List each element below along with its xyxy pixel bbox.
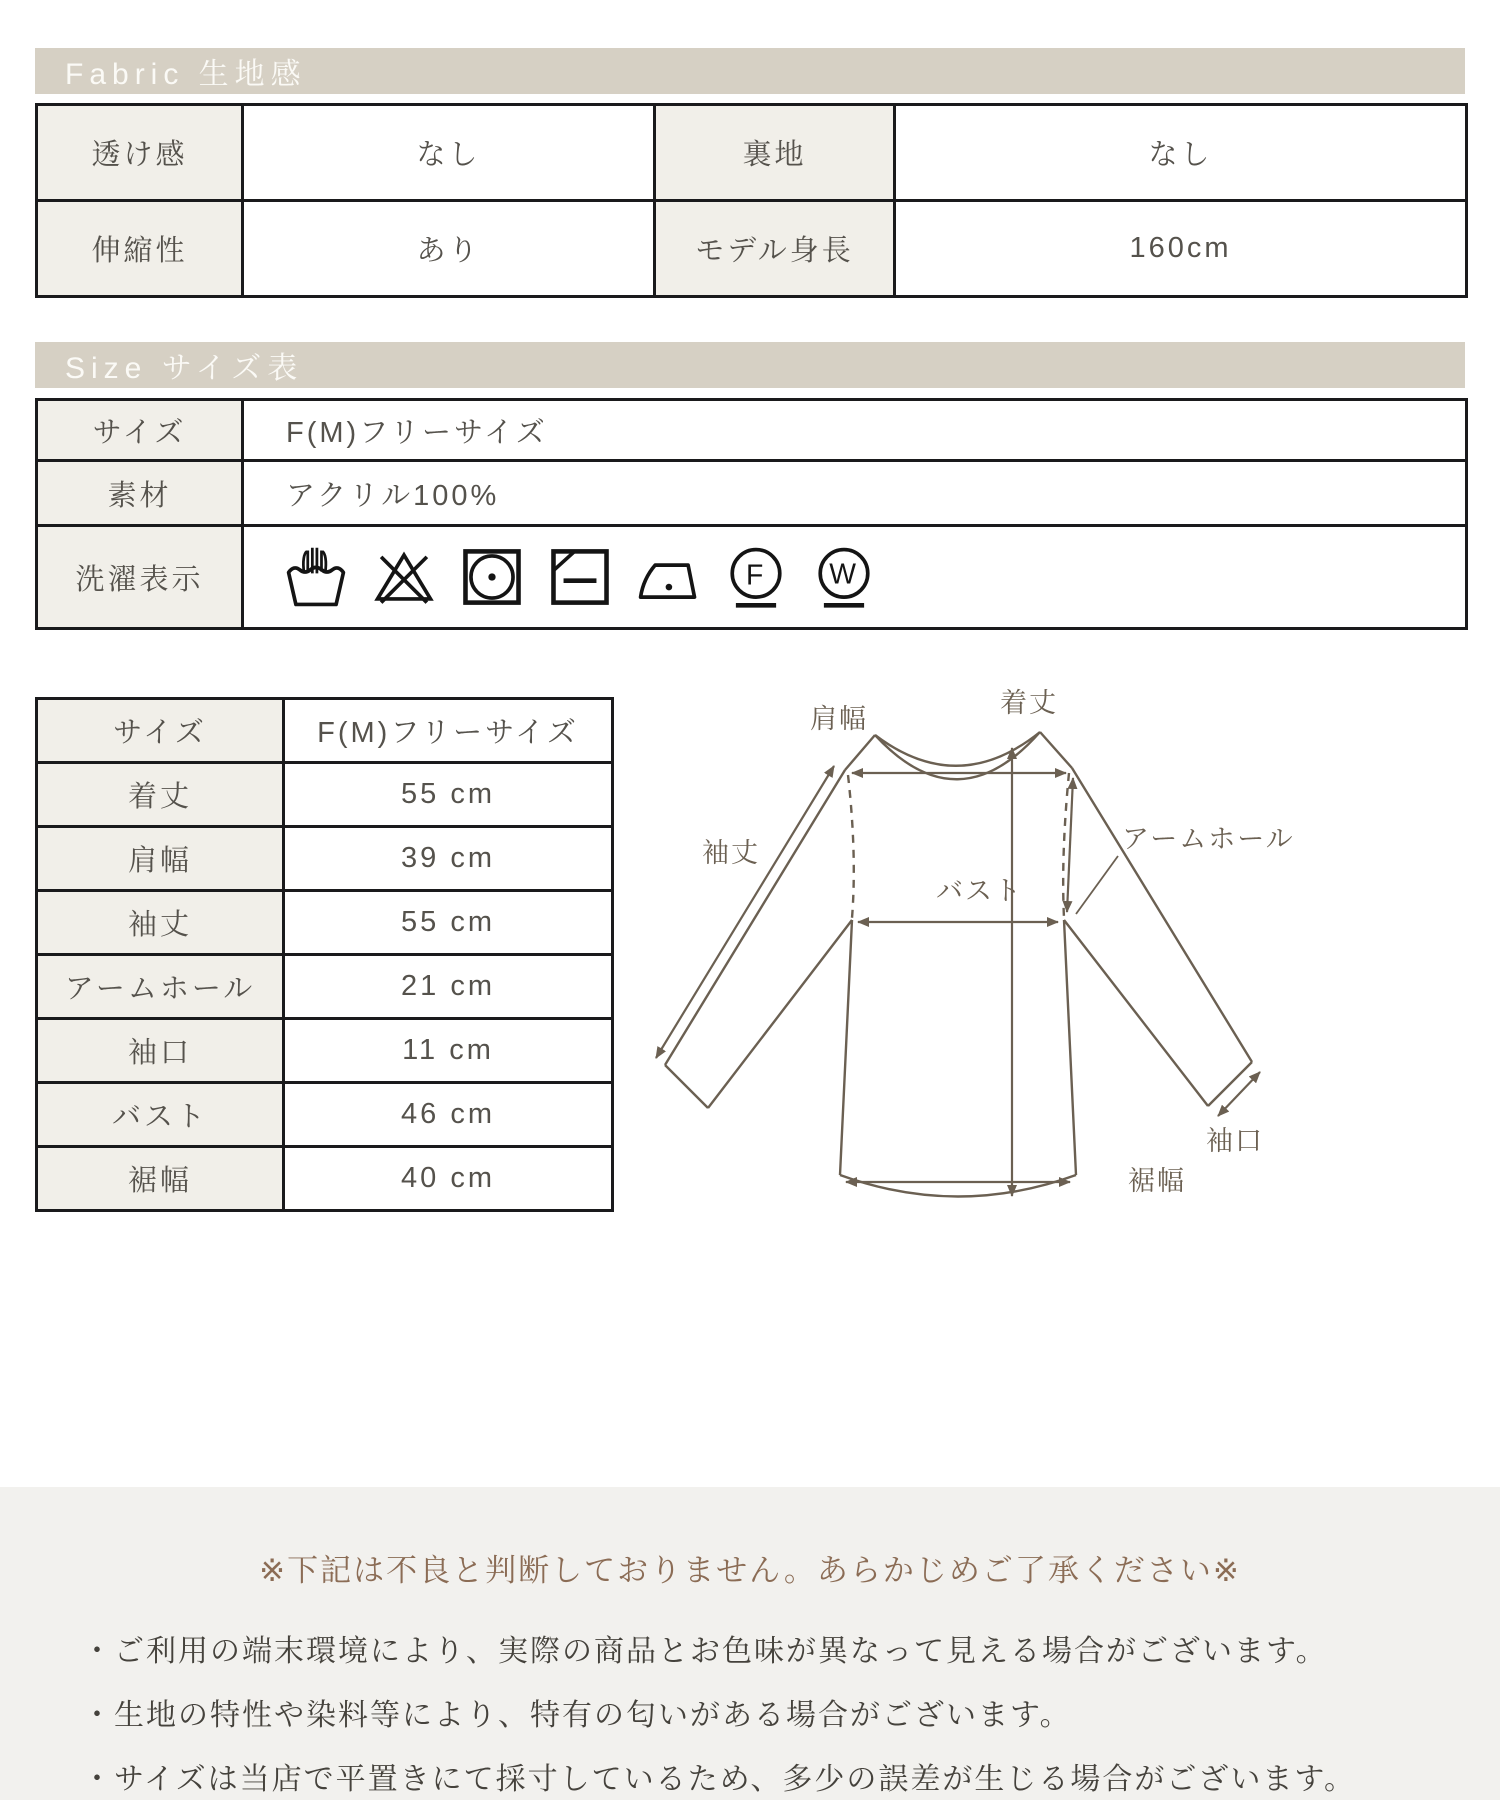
size-info-table — [35, 398, 1468, 630]
care-icons — [244, 543, 1465, 611]
diagram-label-armhole: アームホール — [1122, 824, 1295, 854]
hand-wash-icon — [284, 543, 348, 611]
garment-diagram — [640, 670, 1490, 1330]
measure-value-shoulder: 39 cm — [284, 827, 613, 891]
fabric-value-sheer: なし — [243, 105, 655, 201]
size-section-title — [35, 342, 1465, 388]
tumble-dry-low-icon — [460, 543, 524, 611]
measurement-table — [35, 697, 614, 1212]
notice-bullets — [0, 1626, 1500, 1798]
diagram-label-shoulder: 肩幅 — [810, 704, 868, 734]
measure-label-cuff: 袖口 — [37, 1019, 284, 1083]
measure-row — [37, 1019, 613, 1083]
care-symbols-cell — [243, 526, 1467, 629]
measure-label-shoulder: 肩幅 — [37, 827, 284, 891]
measure-row — [37, 891, 613, 955]
garment-diagram-svg — [640, 670, 1490, 1330]
notice-section — [0, 1487, 1500, 1800]
fabric-section-title-text: Fabric 生地感 — [65, 58, 307, 91]
measure-value-armhole: 21 cm — [284, 955, 613, 1019]
dry-clean-letter: F — [745, 559, 767, 592]
info-value-material: アクリル100% — [243, 461, 1467, 526]
notice-bullet: ・ご利用の端末環境により、実際の商品とお色味が異なって見える場合がございます。 — [82, 1635, 1328, 1668]
diagram-label-length: 着丈 — [1000, 688, 1058, 718]
measure-row — [37, 827, 613, 891]
measure-row — [37, 1083, 613, 1147]
dry-clean-f-gentle-icon — [724, 543, 788, 611]
diagram-label-sleeve: 袖丈 — [702, 838, 760, 868]
measure-header-label: サイズ — [37, 699, 284, 763]
measure-value-bust: 46 cm — [284, 1083, 613, 1147]
info-label-size: サイズ — [37, 400, 243, 461]
fabric-label-lining: 裏地 — [655, 105, 895, 201]
info-table-row — [37, 400, 1467, 461]
measure-label-armhole: アームホール — [37, 955, 284, 1019]
fabric-label-stretch: 伸縮性 — [37, 201, 243, 297]
fabric-table-row — [37, 201, 1467, 297]
measure-value-sleeve: 55 cm — [284, 891, 613, 955]
fabric-section-title — [35, 48, 1465, 94]
measure-header-row — [37, 699, 613, 763]
fabric-table — [35, 103, 1468, 298]
fabric-value-stretch: あり — [243, 201, 655, 297]
wet-clean-letter: W — [829, 558, 859, 591]
measure-row — [37, 955, 613, 1019]
measure-label-hem: 裾幅 — [37, 1147, 284, 1211]
notice-bullet: ・サイズは当店で平置きにて採寸しているため、多少の誤差が生じる場合がございます。 — [82, 1763, 1356, 1796]
notice-bullet: ・生地の特性や染料等により、特有の匂いがある場合がございます。 — [82, 1699, 1072, 1732]
wet-clean-w-gentle-icon — [812, 543, 876, 611]
fabric-label-model-height: モデル身長 — [655, 201, 895, 297]
fabric-value-lining: なし — [895, 105, 1467, 201]
fabric-label-sheer: 透け感 — [37, 105, 243, 201]
flat-dry-shade-icon — [548, 543, 612, 611]
measure-label-length: 着丈 — [37, 763, 284, 827]
fabric-value-model-height: 160cm — [895, 201, 1467, 297]
measure-label-bust: バスト — [37, 1083, 284, 1147]
do-not-bleach-icon — [372, 543, 436, 611]
measure-label-sleeve: 袖丈 — [37, 891, 284, 955]
size-section-title-text: Size サイズ表 — [65, 352, 304, 385]
measure-arrows — [656, 748, 1260, 1196]
diagram-label-hem: 裾幅 — [1128, 1166, 1186, 1196]
measure-row — [37, 1147, 613, 1211]
measure-header-value: F(M)フリーサイズ — [284, 699, 613, 763]
fabric-table-row — [37, 105, 1467, 201]
measure-row — [37, 763, 613, 827]
garment-outline — [665, 732, 1252, 1197]
diagram-label-bust: バスト — [936, 876, 1023, 906]
notice-heading: ※下記は不良と判断しておりません。あらかじめご了承ください※ — [259, 1553, 1241, 1588]
info-label-care: 洗濯表示 — [37, 526, 243, 629]
measure-value-cuff: 11 cm — [284, 1019, 613, 1083]
info-table-row — [37, 461, 1467, 526]
info-value-size: F(M)フリーサイズ — [243, 400, 1467, 461]
measure-value-length: 55 cm — [284, 763, 613, 827]
info-table-row — [37, 526, 1467, 629]
diagram-label-cuff: 袖口 — [1206, 1126, 1264, 1156]
iron-low-icon — [636, 543, 700, 611]
info-label-material: 素材 — [37, 461, 243, 526]
measure-value-hem: 40 cm — [284, 1147, 613, 1211]
